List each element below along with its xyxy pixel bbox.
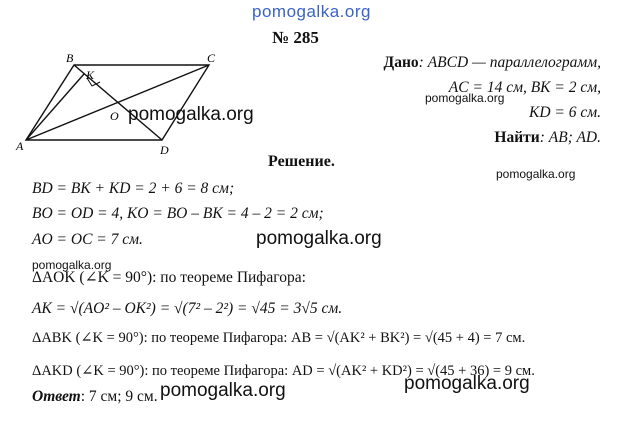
watermark-middle: pomogalka.org: [256, 228, 382, 249]
answer-label: Ответ: [32, 388, 81, 405]
watermark-figure: pomogalka.org: [128, 104, 254, 125]
label-k: K: [86, 68, 95, 82]
watermark-left: pomogalka.org: [32, 258, 112, 272]
given-line-1: [384, 50, 601, 75]
watermark-bottom-right: pomogalka.org: [404, 373, 530, 394]
watermark-given: pomogalka.org: [425, 91, 505, 105]
solution-line-1: BD = BK + KD = 2 + 6 = 8 см;: [32, 180, 235, 197]
find-label: Найти: [494, 129, 540, 146]
given-label: Дано: [383, 54, 419, 71]
label-c: C: [207, 51, 216, 65]
solution-line-4: ΔAOK (∠K = 90°): по теореме Пифагора:: [32, 269, 306, 286]
answer-line: [32, 388, 158, 406]
segment-ak: [26, 74, 84, 140]
watermark-right: pomogalka.org: [496, 167, 576, 181]
label-b: B: [66, 51, 74, 65]
watermark-bottom-left: pomogalka.org: [160, 380, 286, 401]
find-line: [384, 125, 601, 150]
problem-number: № 285: [272, 28, 319, 47]
solution-title: Решение.: [268, 153, 335, 170]
solution-line-6: ΔABK (∠K = 90°): по теореме Пифагора: AB = √(AK² + BK²) = √(45 + 4) = 7 см.: [32, 330, 526, 346]
find-text: : AB; AD.: [539, 129, 601, 146]
solution-line-5: AK = √(AO² – OK²) = √(7² – 2²) = √45 = 3√5 см.: [32, 300, 343, 317]
label-d: D: [160, 143, 169, 157]
solution-line-3: AO = OC = 7 см.: [32, 231, 143, 248]
solution-line-2: BO = OD = 4, KO = BO – BK = 4 – 2 = 2 см;: [32, 205, 324, 222]
given-text: : ABCD — параллелограмм,: [418, 54, 601, 71]
given-line-2: AC = 14 см, BK = 2 см,: [448, 79, 601, 96]
given-line-3: KD = 6 см.: [528, 104, 601, 121]
answer-text: : 7 см; 9 см.: [80, 388, 158, 405]
watermark-top: pomogalka.org: [252, 2, 371, 21]
label-o: O: [110, 109, 119, 123]
solution-line-7: ΔAKD (∠K = 90°): по теореме Пифагора: AD = √(AK² + KD²) = √(45 + 36) = 9 см.: [32, 363, 535, 379]
label-a: A: [16, 139, 24, 153]
